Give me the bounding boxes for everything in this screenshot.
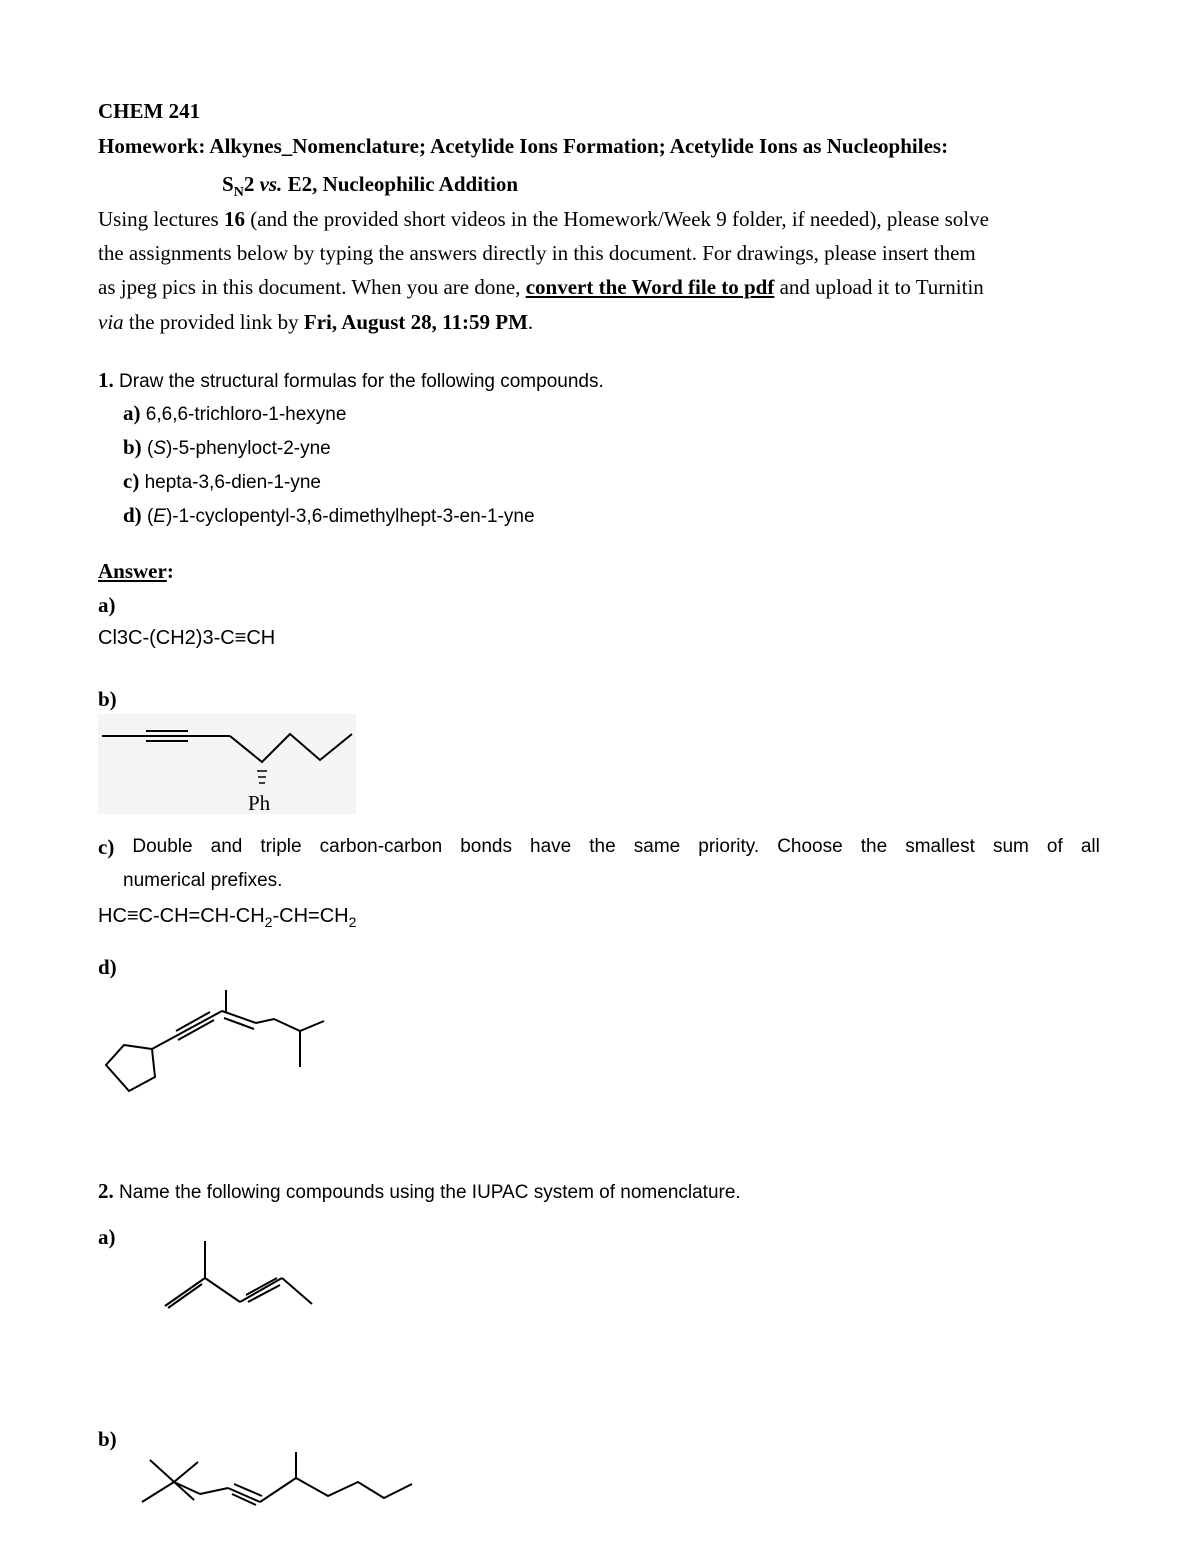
sn-s: S [222, 172, 234, 196]
formula-subscript: 2 [348, 914, 357, 930]
word: carbon-carbon [319, 836, 443, 857]
answer-colon: : [166, 559, 174, 583]
convert-instruction: convert the Word file to pdf [525, 275, 775, 299]
answer-c-line-1 [98, 834, 1100, 860]
item-text: hepta-3,6-dien-1-yne [139, 472, 321, 493]
q1-item-b [123, 434, 331, 462]
question-number: 2. [98, 1179, 114, 1203]
answer-a-formula: Cl3C-(CH2)3-C≡CH [98, 627, 276, 649]
item-text: ( [141, 506, 154, 527]
sn-subscript: N [233, 185, 244, 200]
answer-c-line-2: numerical prefixes. [123, 870, 283, 891]
vs-text: vs. [259, 172, 283, 196]
word: priority. [698, 836, 760, 857]
answer-word: Answer [98, 559, 167, 583]
q2-a-label: a) [98, 1225, 116, 1249]
intro-text: Using lectures [98, 207, 224, 231]
answer-c-label: c) [98, 835, 115, 859]
item-label: a) [123, 401, 141, 425]
question-number: 1. [98, 368, 114, 392]
item-label: d) [123, 503, 142, 527]
via-text: via [98, 310, 124, 334]
formula-subscript: 2 [264, 914, 273, 930]
word: triple [260, 836, 302, 857]
intro-text: . [527, 310, 534, 334]
intro-text: (and the provided short videos in the Homework/Week 9 folder, if needed), please solve [244, 207, 989, 231]
phenyl-label: Ph [248, 791, 271, 815]
due-date: Fri, August 28, 11:59 PM [303, 310, 528, 334]
subtitle-rest: E2, Nucleophilic Addition [282, 172, 519, 196]
stereo-descriptor: S [153, 438, 166, 459]
lecture-number: 16 [223, 207, 245, 231]
word: Choose [777, 836, 843, 857]
item-text: 6,6,6-trichloro-1-hexyne [140, 404, 347, 425]
course-title: CHEM 241 [98, 99, 201, 123]
intro-line-1 [98, 206, 989, 232]
word: Double [132, 836, 193, 857]
sn-2: 2 [243, 172, 260, 196]
word: of [1046, 836, 1063, 857]
structure-q2-a [160, 1238, 320, 1310]
word: and [210, 836, 243, 857]
item-text: )-1-cyclopentyl-3,6-dimethylhept-3-en-1-yne [165, 506, 535, 527]
word: the [589, 836, 616, 857]
word: sum [992, 836, 1029, 857]
intro-text: as jpeg pics in this document. When you are done, [98, 275, 526, 299]
word: smallest [905, 836, 975, 857]
item-label: c) [123, 469, 140, 493]
intro-line-3 [98, 274, 984, 300]
q2-b-label: b) [98, 1427, 117, 1451]
formula-part: -CH=CH [272, 905, 349, 927]
homework-title: Homework: Alkynes_Nomenclature; Acetylide Ions Formation; Acetylide Ions as Nucleophiles: [98, 134, 949, 158]
question-prompt: Draw the structural formulas for the following compounds. [113, 371, 604, 392]
homework-subtitle [222, 171, 519, 200]
question-2 [98, 1178, 741, 1206]
answer-d-label: d) [98, 955, 117, 979]
q1-item-d [123, 502, 535, 530]
q1-item-c [123, 468, 321, 496]
item-text: ( [141, 438, 154, 459]
answer-a-label: a) [98, 593, 116, 617]
answer-b-label: b) [98, 687, 117, 711]
answer-c-formula [98, 903, 356, 929]
q1-item-a [123, 400, 346, 428]
formula-part: HC≡C-CH=CH-CH [98, 905, 265, 927]
word: same [633, 836, 681, 857]
intro-text: and upload it to Turnitin [774, 275, 984, 299]
word: bonds [460, 836, 512, 857]
word: the [860, 836, 888, 857]
word: have [530, 836, 572, 857]
intro-text: the provided link by [123, 310, 304, 334]
item-text: )-5-phenyloct-2-yne [165, 438, 331, 459]
answer-heading [98, 558, 174, 584]
stereo-descriptor: E [153, 506, 166, 527]
item-label: b) [123, 435, 142, 459]
word: all [1080, 836, 1100, 857]
intro-line-2: the assignments below by typing the answers directly in this document. For drawings, please insert them [98, 241, 976, 265]
structure-answer-b [98, 714, 356, 814]
intro-line-4 [98, 309, 533, 335]
question-prompt: Name the following compounds using the IUPAC system of nomenclature. [113, 1182, 741, 1203]
structure-q2-b [138, 1448, 418, 1508]
structure-answer-d [98, 985, 338, 1110]
question-1 [98, 367, 604, 395]
